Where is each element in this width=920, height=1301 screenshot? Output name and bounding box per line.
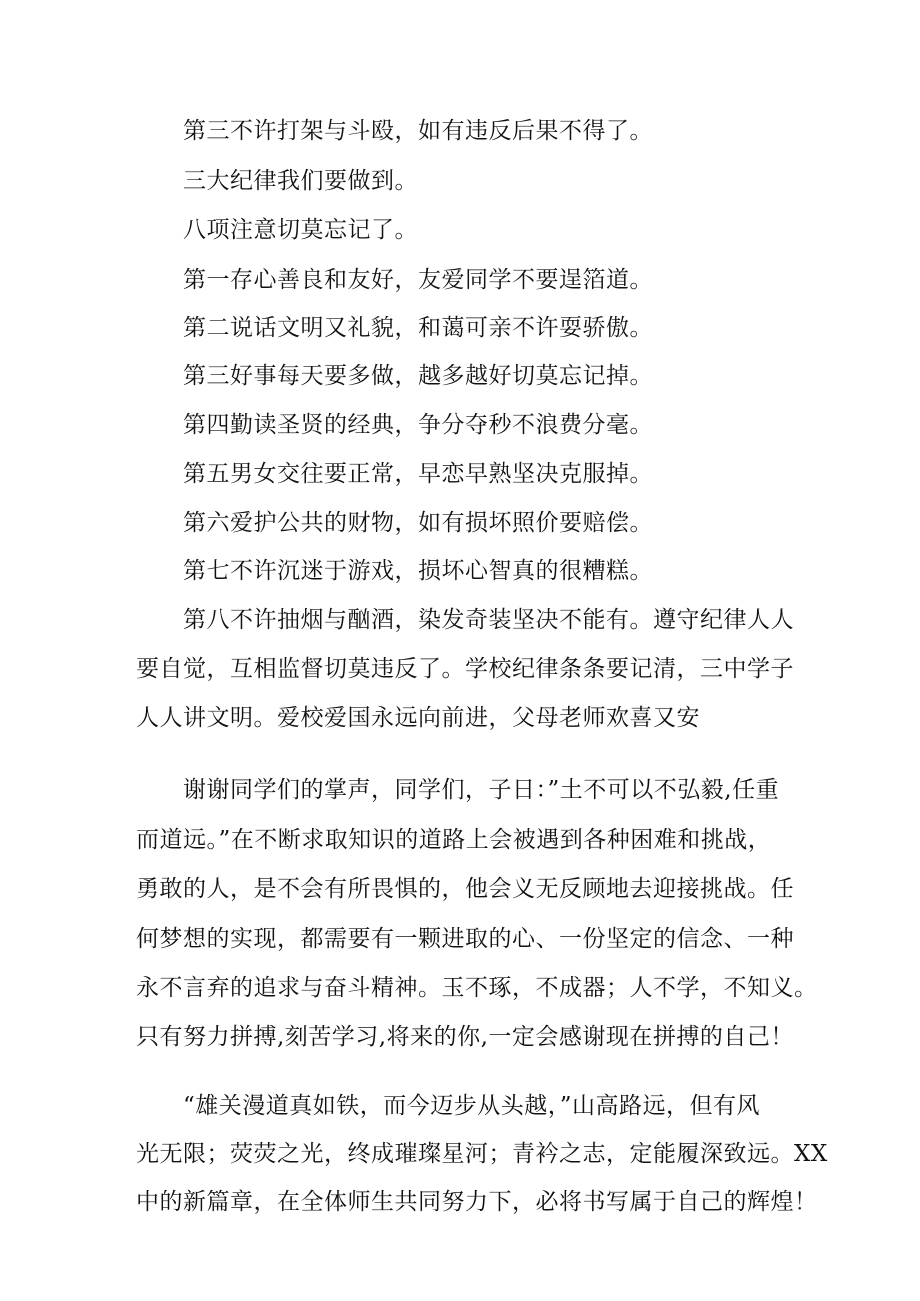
- text-line: 第五男女交往要正常，早恋早熟坚决克服掉。: [183, 461, 653, 487]
- text-line: 永不言弃的追求与奋斗精神。玉不琢，不成器；人不学，不知义。: [136, 975, 818, 1001]
- text-line: 第一存心善良和友好，友爱同学不要逞箔道。: [183, 267, 653, 293]
- text-line: 要自觉，互相监督切莫违反了。学校纪律条条要记清，三中学子: [136, 656, 794, 682]
- text-line: 人人讲文明。爱校爱国永远向前进，父母老师欢喜又安: [136, 705, 700, 731]
- text-line: “雄关漫道真如铁，而今迈步从头越，”山高路远，但有风: [183, 1093, 761, 1119]
- text-line: 中的新篇章，在全体师生共同努力下，必将书写属于自己的辉煌！: [136, 1189, 818, 1215]
- text-line: 只有努力拼搏,刻苦学习,将来的你,一定会感谢现在拼搏的自己！: [136, 1024, 794, 1050]
- text-line: 第二说话文明又礼貌，和蔼可亲不许耍骄傲。: [183, 315, 653, 341]
- text-line: 第八不许抽烟与酗酒，染发奇装坚决不能有。遵守纪律人人: [183, 607, 794, 633]
- text-line: 第四勤读圣贤的经典，争分夺秒不浪费分毫。: [183, 412, 653, 438]
- text-line: 谢谢同学们的掌声，同学们，子日：”土不可以不弘毅,任重: [183, 777, 780, 803]
- text-line: 第三不许打架与斗殴，如有违反后果不得了。: [183, 118, 653, 144]
- text-line: 而道远。”在不断求取知识的道路上会被遇到各种困难和挑战，: [136, 827, 772, 853]
- text-line: 八项注意切莫忘记了。: [183, 217, 418, 243]
- text-line: 何梦想的实现，都需要有一颗进取的心、一份坚定的信念、一种: [136, 926, 794, 952]
- text-line: 第六爱护公共的财物，如有损坏照价要赔偿。: [183, 510, 653, 536]
- text-line: 第三好事每天要多做，越多越好切莫忘记掉。: [183, 363, 653, 389]
- text-line: 勇敢的人，是不会有所畏惧的，他会义无反顾地去迎接挑战。任: [136, 876, 794, 902]
- text-line: 三大纪律我们要做到。: [183, 168, 418, 194]
- text-line: 光无限；荧荧之光，终成璀璨星河；青衿之志，定能履深致远。XX: [136, 1141, 828, 1167]
- text-line: 第七不许沉迷于游戏，损坏心智真的很糟糕。: [183, 558, 653, 584]
